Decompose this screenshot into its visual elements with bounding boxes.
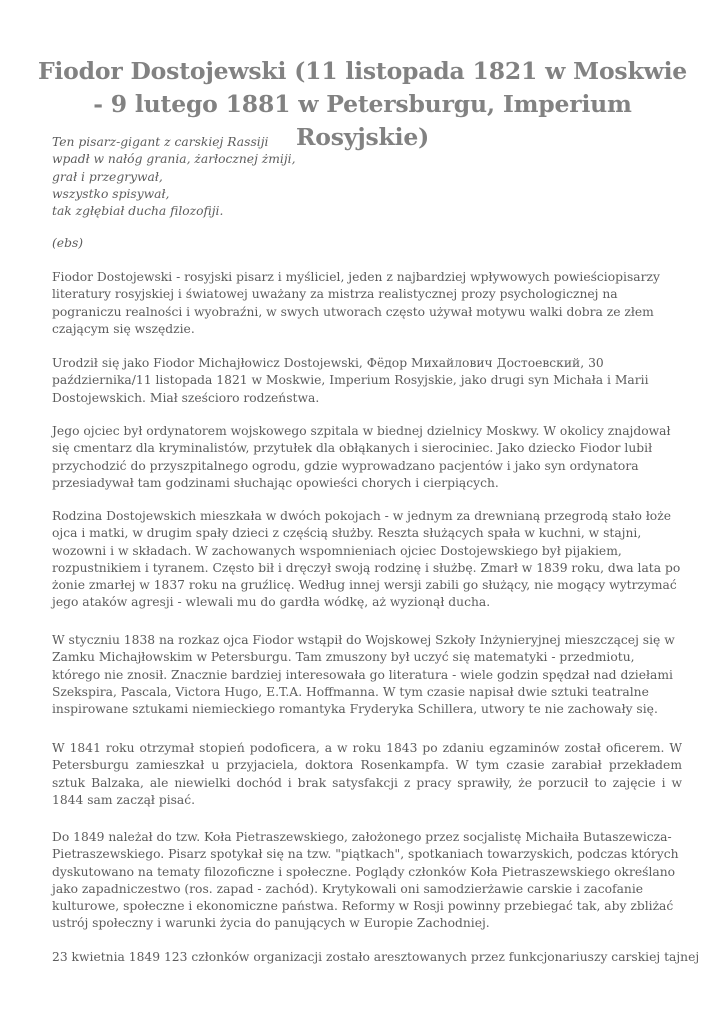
poem-line: grał i przegrywał, bbox=[52, 169, 163, 184]
paragraph: 23 kwietnia 1849 123 członków organizacji zostało aresztowanych przez funkcjonariuszy carskiej tajnej bbox=[52, 950, 700, 964]
paragraph: Urodził się jako Fiodor Michajłowicz Dostojewski, Фёдор Михайлович Достоевский, 30 października/11 listopada 1821 w Moskwie, Imperium Rosyjskie, jako drugi syn Michała i Marii Dostojewskich. Miał sześcioro rodzeństwa. bbox=[52, 356, 649, 405]
page-title: Fiodor Dostojewski (11 listopada 1821 w Moskwie - 9 lutego 1881 w Petersburgu, Imperium Rosyjskie) bbox=[37, 57, 688, 151]
poem-line: wszystko spisywał, bbox=[52, 186, 170, 201]
paragraph: W 1841 roku otrzymał stopień podoficera, a w roku 1843 po zdaniu egzaminów został oficerem. W Petersburgu zamieszkał u przyjaciela, doktora Rosenkampfa. W tym czasie zarabiał przekładem sztuk Balzaka, ale niewielki dochód i brak satysfakcji z pracy sprawiły, że porzucił to zajęcie i w 1844 sam zaczął pisać. bbox=[52, 741, 682, 807]
paragraph: Fiodor Dostojewski - rosyjski pisarz i myśliciel, jeden z najbardziej wpływowych powieściopisarzy literatury rosyjskiej i światowej uważany za mistrza realistycznej prozy psychologicznej na pograniczu realności i wyobraźni, w swych utworach często używał motywu walki dobra ze złem czającym się wszędzie. bbox=[52, 270, 660, 336]
paragraph: Jego ojciec był ordynatorem wojskowego szpitala w biednej dzielnicy Moskwy. W okolicy znajdował się cmentarz dla kryminalistów, przytułek dla obłąkanych i sierociniec. Jako dziecko Fiodor lubił przychodzić do przyszpitalnego ogrodu, gdzie wyprowadzano pacjentów i jako syn ordynatora przesiadywał tam godzinami słuchając opowieści chorych i cierpiących. bbox=[52, 424, 671, 490]
poem-line: wpadł w nałóg grania, żarłocznej żmiji, bbox=[52, 152, 296, 167]
paragraph: Rodzina Dostojewskich mieszkała w dwóch pokojach - w jednym za drewnianą przegrodą stało łoże ojca i matki, w drugim spały dzieci z częścią służby. Reszta służących spała w kuchni, w stajni, wozowni i w składach. W zachowanych wspomnieniach ojciec Dostojewskiego był pijakiem, rozpustnikiem i tyranem. Często bił i dręczył swoją rodzinę i służbę. Zmarł w 1839 roku, dwa lata po żonie zmarłej w 1837 roku na gruźlicę. Według innej wersji zabili go służący, nie mogący wytrzymać jego ataków agresji - wlewali mu do gardła wódkę, aż wyzionął ducha. bbox=[52, 509, 681, 610]
poem-line: tak zgłębiał ducha filozofiji. bbox=[52, 204, 224, 219]
paragraph: Do 1849 należał do tzw. Koła Pietraszewskiego, założonego przez socjalistę Michaiła Butaszewicza-Pietraszewskiego. Pisarz spotykał się na tzw. "piątkach", spotkaniach towarzyskich, podczas których dyskutowano na tematy filozoficzne i społeczne. Poglądy członków Koła Pietraszewskiego określano jako zapadniczestwo (ros. zapad - zachód). Krytykowali oni samodzierżawie carskie i zacofanie kulturowe, społeczne i ekonomiczne państwa. Reformy w Rosji powinny przebiegać tak, aby zbliżać ustrój społeczny i warunki życia do panujących w Europie Zachodniej. bbox=[52, 830, 679, 931]
poem-line: Ten pisarz-gigant z carskiej Rassiji bbox=[52, 135, 269, 149]
poem-signature: (ebs) bbox=[52, 236, 84, 250]
paragraph: W styczniu 1838 na rozkaz ojca Fiodor wstąpił do Wojskowej Szkoły Inżynieryjnej mieszczącej się w Zamku Michajłowskim w Petersburgu. Tam zmuszony był uczyć się matematyki - przedmiotu, którego nie znosił. Znacznie bardziej interesowała go literatura - wiele godzin spędzał nad dziełami Szekspira, Pascala, Victora Hugo, E.T.A. Hoffmanna. W tym czasie napisał dwie sztuki teatralne inspirowane sztukami niemieckiego romantyka Fryderyka Schillera, utwory te nie zachowały się. bbox=[52, 633, 675, 717]
poem bbox=[52, 134, 682, 220]
